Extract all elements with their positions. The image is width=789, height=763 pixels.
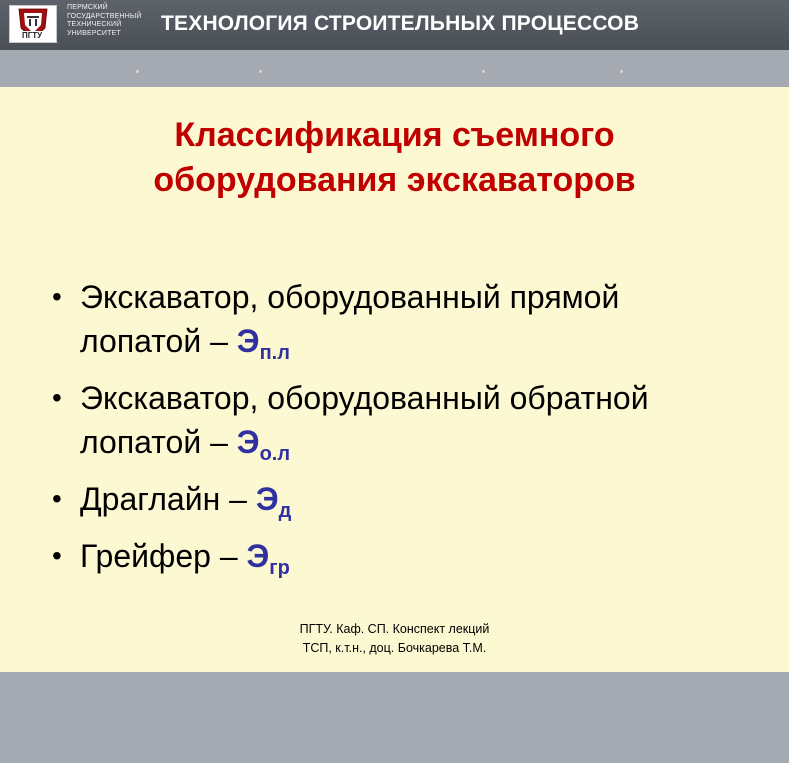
university-line: ГОСУДАРСТВЕННЫЙ	[67, 12, 142, 20]
logo-text: ПГТУ	[22, 31, 43, 40]
band-dot	[259, 70, 262, 73]
bullet-text: Экскаватор, оборудованный прямой	[80, 279, 620, 315]
equipment-symbol	[236, 424, 291, 465]
footer-line: ТСП, к.т.н., доц. Бочкарева Т.М.	[302, 641, 487, 655]
bullet-list	[48, 275, 768, 591]
symbol-subscript: д	[278, 500, 292, 522]
bullet-text: лопатой –	[80, 424, 237, 460]
band-dot	[482, 70, 485, 73]
bullet-text: Драглайн –	[80, 481, 256, 517]
bullet-glyph: •	[52, 483, 62, 514]
band-dot	[136, 70, 139, 73]
equipment-symbol	[246, 538, 290, 579]
list-item	[48, 534, 768, 590]
university-line: ТЕХНИЧЕСКИЙ	[67, 21, 122, 28]
course-title: ТЕХНОЛОГИЯ СТРОИТЕЛЬНЫХ ПРОЦЕССОВ	[161, 12, 640, 35]
symbol-letter: Э	[255, 481, 279, 517]
bullet-glyph: •	[52, 540, 62, 571]
equipment-symbol	[236, 323, 290, 364]
slide-footer	[0, 620, 789, 658]
slide-content	[0, 87, 789, 672]
university-line: ПЕРМСКИЙ	[67, 4, 108, 11]
bullet-text: Грейфер –	[80, 538, 247, 574]
header-bar	[0, 0, 789, 50]
slide-title-line: Классификация съемного	[174, 116, 615, 154]
slide-title	[0, 113, 789, 203]
divider-band	[0, 50, 789, 87]
equipment-symbol	[255, 481, 292, 522]
bullet-glyph: •	[52, 382, 62, 413]
list-item	[48, 477, 768, 533]
symbol-letter: Э	[246, 538, 270, 574]
band-dot	[620, 70, 623, 73]
bullet-glyph: •	[52, 281, 62, 312]
footer-line: ПГТУ. Каф. СП. Конспект лекций	[299, 622, 490, 636]
bullet-text: лопатой –	[80, 323, 237, 359]
bullet-text: Экскаватор, оборудованный обратной	[80, 380, 649, 416]
slide-title-line: оборудования экскаваторов	[153, 161, 636, 199]
symbol-letter: Э	[236, 323, 260, 359]
list-item	[48, 275, 768, 375]
symbol-subscript: гр	[269, 557, 290, 579]
symbol-letter: Э	[236, 424, 260, 460]
symbol-subscript: п.л	[259, 342, 290, 364]
university-line: УНИВЕРСИТЕТ	[67, 29, 121, 37]
list-item	[48, 376, 768, 476]
pgtu-logo	[9, 5, 57, 43]
university-name	[67, 4, 157, 38]
symbol-subscript: о.л	[259, 443, 291, 465]
bottom-band	[0, 672, 789, 763]
